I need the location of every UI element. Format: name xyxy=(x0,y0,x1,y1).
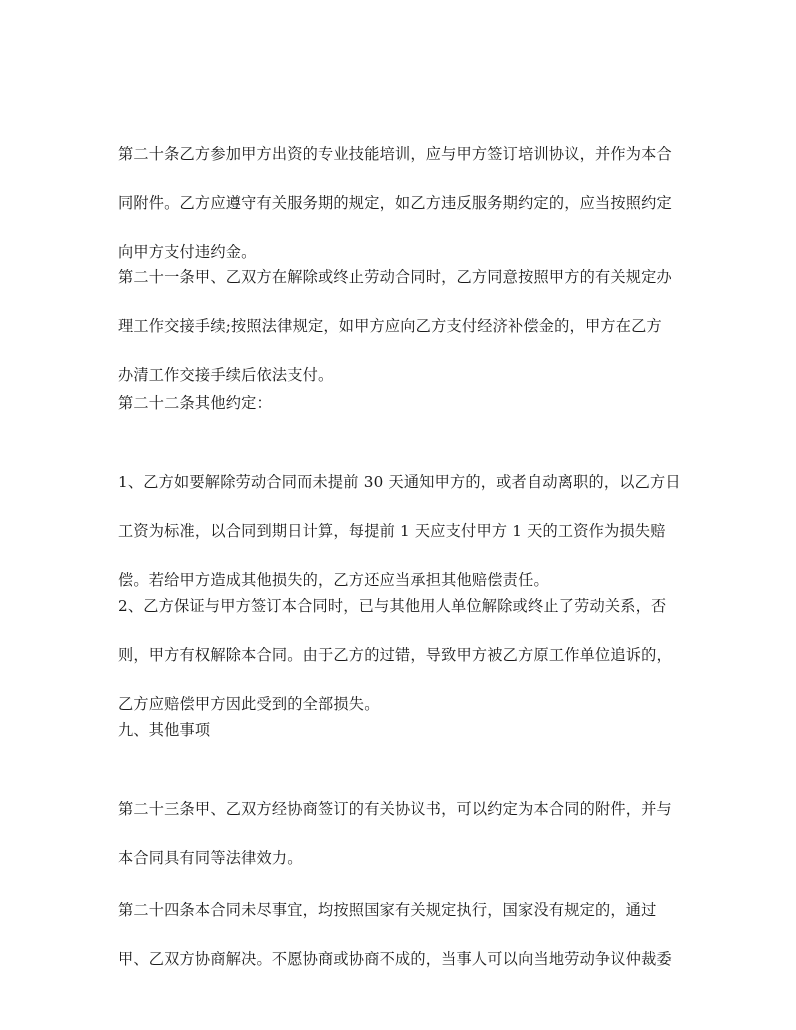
text-line: 第二十四条本合同未尽事宜，均按照国家有关规定执行，国家没有规定的，通过 xyxy=(118,900,657,919)
text-line: 办清工作交接手续后依法支付。 xyxy=(118,365,334,384)
text-line: 偿。若给甲方造成其他损失的，乙方还应当承担其他赔偿责任。 xyxy=(118,570,549,589)
article-24-paragraph xyxy=(118,873,684,996)
text-line: 工资为标准，以合同到期日计算，每提前 1 天应支付甲方 1 天的工资作为损失赔 xyxy=(118,521,666,540)
text-line: 第二十一条甲、乙双方在解除或终止劳动合同时，乙方同意按照甲方的有关规定办 xyxy=(118,267,672,286)
text-line: 1、乙方如要解除劳动合同而未提前 30 天通知甲方的，或者自动离职的，以乙方日 xyxy=(118,472,681,491)
text-line: 则，甲方有权解除本合同。由于乙方的过错，导致甲方被乙方原工作单位追诉的， xyxy=(118,645,672,664)
text-line: 本合同具有同等法律效力。 xyxy=(118,848,303,867)
text-line: 甲、乙双方协商解决。不愿协商或协商不成的，当事人可以向当地劳动争议仲裁委 xyxy=(118,949,672,968)
text-line: 第二十条乙方参加甲方出资的专业技能培训，应与甲方签订培训协议，并作为本合 xyxy=(118,144,672,163)
text-line: 向甲方支付违约金。 xyxy=(118,242,257,261)
text-line: 同附件。乙方应遵守有关服务期的规定，如乙方违反服务期约定的，应当按照约定 xyxy=(118,193,672,212)
section-9-heading xyxy=(118,693,684,767)
text-line: 理工作交接手续;按照法律规定，如甲方应向乙方支付经济补偿金的，甲方在乙方 xyxy=(118,316,662,335)
article-22-heading xyxy=(118,366,684,440)
text-line: 第二十二条其他约定： xyxy=(118,393,272,412)
text-line: 九、其他事项 xyxy=(118,720,211,739)
text-line: 第二十三条甲、乙双方经协商签订的有关协议书，可以约定为本合同的附件，并与 xyxy=(118,799,672,818)
text-line: 2、乙方保证与甲方签订本合同时，已与其他用人单位解除或终止了劳动关系，否 xyxy=(118,596,667,615)
text-line: 乙方应赔偿甲方因此受到的全部损失。 xyxy=(118,694,380,713)
